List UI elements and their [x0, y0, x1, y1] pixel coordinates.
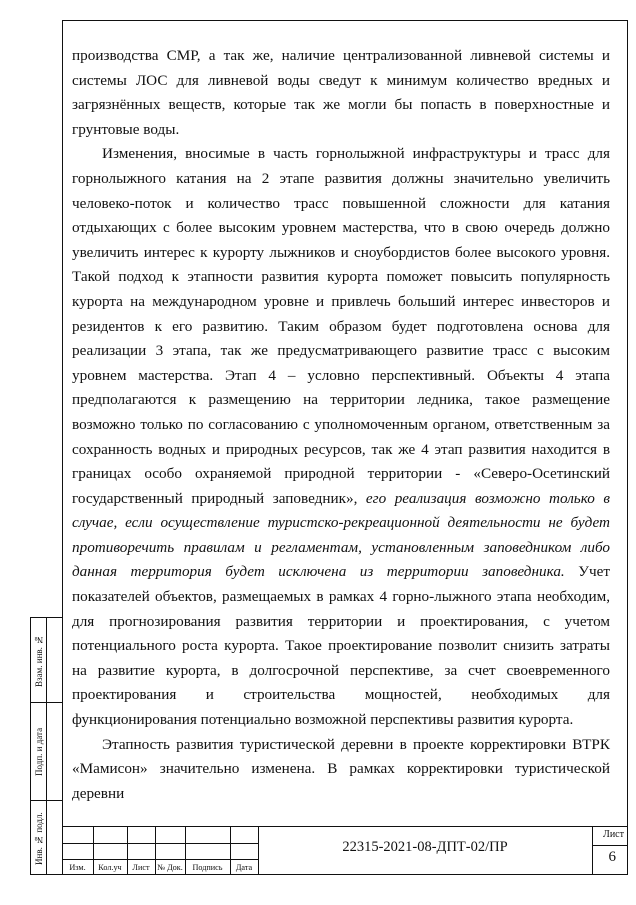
- sheet-cell-divider: [592, 845, 628, 846]
- text-run: Изменения, вносимые в часть горнолыжной инфраструктуры и трасс для горнолыжного катания на 2 этапе развития должны значительно увеличить человеко-поток и количество трасс повышенной сложности для катания отдыхающих с более высоким уровнем мастерства, что в свою очередь должно увеличить интерес к курорту лыжников и сноубордистов более высокого уровня. Такой подход к этапности развития курорта поможет повысить популярность курорта на международном уровне и привлечь больший интерес инвесторов и резидентов к его развитию. Таким образом будет подготовлена основа для реализации 3 этапа, так же предусматривающего развитие трасс с высоким уровнем мастерства. Этап 4 – условно перспективный. Объекты 4 этапа предполагаются к размещению на территории ледника, такое размещение возможно только по согласованию с уполномоченным органом, ответственным за сохранность водных и природных ресурсов, так же 4 этап развития находится в границах особо охраняемой природной территории - «Северо-Осетинский государственный природный заповедник»,: [72, 145, 610, 507]
- sheet-label: Лист: [603, 829, 624, 840]
- text-run: производства СМР, а так же, наличие централизованной ливневой системы и системы ЛОС для ливневой воды сведут к минимум количество вредных и загрязнённых веществ, которые так же могли бы попасть в поверхностные и грунтовые воды.: [72, 47, 610, 138]
- paragraph: [72, 142, 610, 732]
- header-izm: Изм.: [69, 863, 86, 872]
- paragraph: [72, 44, 610, 142]
- stamp-label-inv: Инв. № подл.: [34, 812, 44, 865]
- header-doc-no: № Док.: [157, 863, 183, 872]
- text-run: Этапность развития туристической деревни в проекте корректировки ВТРК «Мамисон» значительно изменена. В рамках корректировки туристической деревни: [72, 735, 610, 802]
- stamp-label-podp: Подп. и дата: [34, 727, 44, 777]
- text-run: Учет показателей объектов, размещаемых в рамках 4 горно-лыжного этапа необходим, для прогнозирования развития территории и проектирования, с учетом потенциального роста курорта. Такое проектирование позволит снизить затраты на развитие курорта, в долгосрочной перспективе, за счет своевременного проектирования и строительства мощностей, необходимых для функционирования потенциально возможной перспективы развития курорта.: [72, 563, 610, 729]
- document-code: 22315-2021-08-ДПТ-02/ПР: [342, 839, 508, 855]
- header-list: Лист: [132, 863, 150, 872]
- margin-stamp: [30, 617, 62, 875]
- sheet-cell-divider: [592, 827, 593, 875]
- stamp-label-vzam: Взам. инв. №: [34, 634, 44, 687]
- italic-text-run: его реализация возможно только в случае, если осуществление туристско-рекреационной деятельности не будет противоречить правилам и регламентам, установленным заповедником либо данная территория будет исключена из территории заповедника.: [72, 489, 610, 581]
- header-kol-uch: Кол.уч: [98, 863, 122, 872]
- header-signature: Подпись: [192, 863, 223, 872]
- header-date: Дата: [235, 863, 253, 872]
- document-body: [72, 44, 610, 806]
- sheet-number: 6: [608, 849, 616, 865]
- paragraph: [72, 733, 610, 807]
- title-block: [62, 826, 628, 875]
